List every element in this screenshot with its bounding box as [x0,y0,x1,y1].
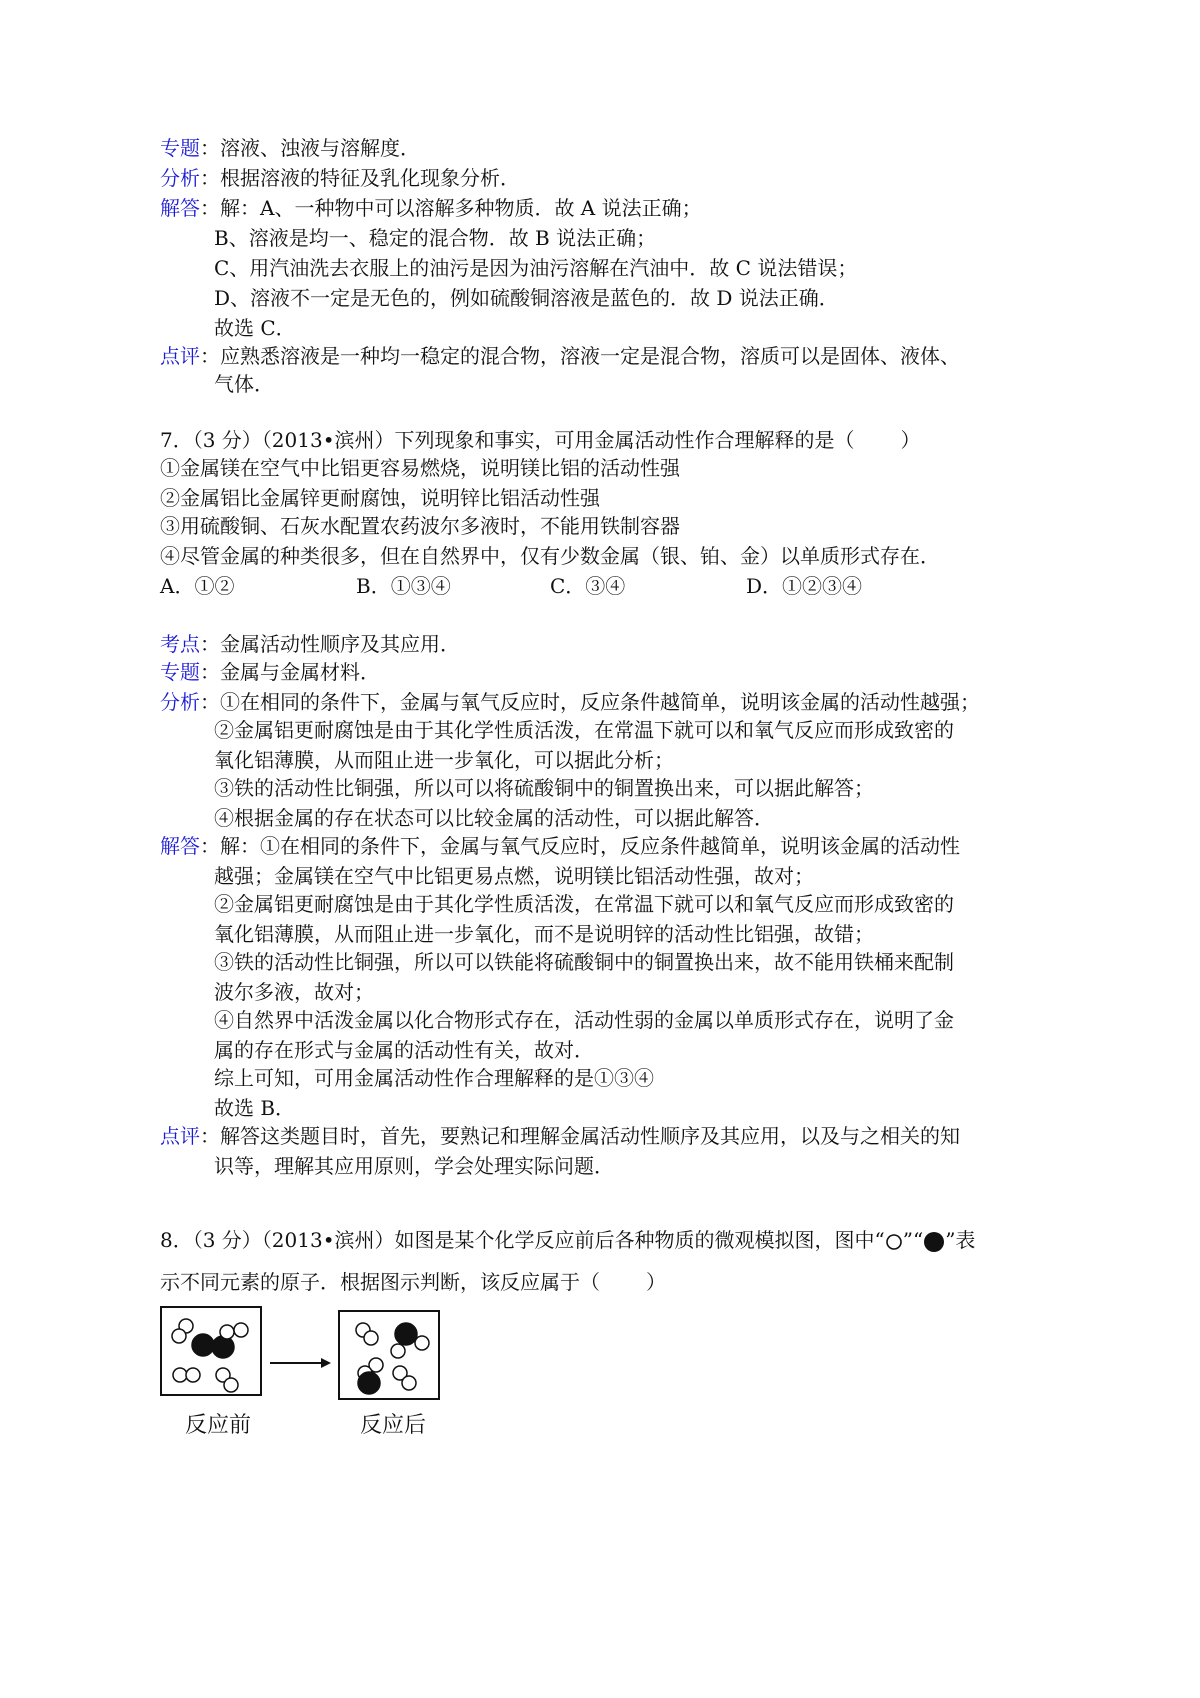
q6-fenxi [160,164,520,192]
label-dianping: 点评 [160,344,200,368]
q7-jieda-line: 属的存在形式与金属的活动性有关，故对． [214,1038,594,1062]
q7-zhuanti-text: ：金属与金属材料． [200,660,380,684]
q7-option-c: C．③④ [550,574,626,598]
q7-fenxi-line: ③铁的活动性比铜强，所以可以将硫酸铜中的铜置换出来，可以据此解答； [214,776,874,800]
q7-jieda-line: ④自然界中活泼金属以化合物形式存在，活动性弱的金属以单质形式存在，说明了金 [214,1008,954,1032]
q7-stem-close: ） [900,428,921,452]
q7-item: ③用硫酸铜、石灰水配置农药波尔多液时，不能用铁制容器 [160,514,680,538]
label-zhuanti: 专题 [160,136,200,160]
label-kaodian: 考点 [160,632,200,656]
q7-option-a: A．①② [160,574,235,598]
q7-kaodian [160,630,460,658]
q7-option-d: D．①②③④ [746,574,863,598]
q6-jieda-line: C、用汽油洗去衣服上的油污是因为油污溶解在汽油中．故 C 说法错误； [214,256,858,280]
q7-fenxi [160,688,980,716]
q7-fenxi-line: 氧化铝薄膜，从而阻止进一步氧化，可以据此分析； [214,748,674,772]
q6-jieda-line: D、溶液不一定是无色的，例如硫酸铜溶液是蓝色的．故 D 说法正确． [214,286,839,310]
q7-jieda-line: 氧化铝薄膜，从而阻止进一步氧化，而不是说明锌的活动性比铝强，故错； [214,922,874,946]
black-atom-icon [923,1231,945,1253]
q6-zhuanti [160,134,420,162]
label-fenxi: 分析 [160,690,200,714]
q7-dianping-line: ：解答这类题目时，首先，要熟记和理解金属活动性顺序及其应用，以及与之相关的知 [200,1124,960,1148]
q6-dianping [160,342,960,370]
q6-jieda-line: 故选 C． [214,316,296,340]
q7-kaodian-text: ：金属活动性顺序及其应用． [200,632,460,656]
q6-dianping-line: 气体． [214,372,274,396]
after-box [339,1311,439,1399]
q7-item: ①金属镁在空气中比铝更容易燃烧，说明镁比铝的活动性强 [160,456,680,480]
q8-stem-line2-close: ） [646,1270,666,1294]
arrow-head-icon [321,1358,331,1368]
label-dianping: 点评 [160,1124,200,1148]
reaction-diagram [155,1305,455,1405]
white-atom-icon [885,1233,903,1251]
q7-item: ②金属铝比金属锌更耐腐蚀，说明锌比铝活动性强 [160,486,600,510]
q7-item: ④尽管金属的种类很多，但在自然界中，仅有少数金属（银、铂、金）以单质形式存在． [160,544,940,568]
q8-stem [160,1226,975,1254]
caption-after: 反应后 [360,1413,427,1438]
q6-dianping-line: ：应熟悉溶液是一种均一稳定的混合物，溶液一定是混合物，溶质可以是固体、液体、 [200,344,960,368]
q7-dianping-line: 识等，理解其应用原则，学会处理实际问题． [214,1154,614,1178]
q8-stem-line2 [160,1268,666,1296]
q8-stem-a: 8．（3 分）（2013•滨州）如图是某个化学反应前后各种物质的微观模拟图，图中“ [160,1228,885,1252]
label-fenxi: 分析 [160,166,200,190]
q7-jieda-line: ③铁的活动性比铜强，所以可以铁能将硫酸铜中的铜置换出来，故不能用铁桶来配制 [214,950,954,974]
label-jieda: 解答 [160,196,200,220]
q6-fenxi-text: ：根据溶液的特征及乳化现象分析． [200,166,520,190]
q7-dianping [160,1122,960,1150]
q7-fenxi-line: ④根据金属的存在状态可以比较金属的活动性，可以据此解答． [214,806,774,830]
q7-jieda-line: ：解：①在相同的条件下，金属与氧气反应时，反应条件越简单，说明该金属的活动性 [200,834,960,858]
q7-stem-text: 7．（3 分）（2013•滨州）下列现象和事实，可用金属活动性作合理解释的是（ [160,428,855,452]
q8-stem-b: ”“ [902,1228,924,1252]
q7-stem [160,426,921,454]
q7-fenxi-line: ②金属铝更耐腐蚀是由于其化学性质活泼，在常温下就可以和氧气反应而形成致密的 [214,718,954,742]
q7-jieda-line: 越强；金属镁在空气中比铝更易点燃，说明镁比铝活动性强，故对； [214,864,814,888]
q7-jieda-line: 故选 B． [214,1096,296,1120]
q8-stem-line2-text: 示不同元素的原子．根据图示判断，该反应属于（ [160,1270,600,1294]
q7-jieda [160,832,960,860]
q6-jieda [160,194,702,222]
q7-jieda-line: ②金属铝更耐腐蚀是由于其化学性质活泼，在常温下就可以和氧气反应而形成致密的 [214,892,954,916]
q8-stem-c: ”表 [945,1228,976,1252]
q7-jieda-line: 综上可知，可用金属活动性作合理解释的是①③④ [214,1066,654,1090]
q6-jieda-line: ：解：A、一种物中可以溶解多种物质．故 A 说法正确； [200,196,702,220]
q7-jieda-line: 波尔多液，故对； [214,980,374,1004]
label-zhuanti: 专题 [160,660,200,684]
q7-zhuanti [160,658,380,686]
caption-before: 反应前 [185,1413,252,1438]
q6-zhuanti-text: ：溶液、浊液与溶解度． [200,136,420,160]
label-jieda: 解答 [160,834,200,858]
q7-option-b: B．①③④ [356,574,451,598]
q7-fenxi-line: ：①在相同的条件下，金属与氧气反应时，反应条件越简单，说明该金属的活动性越强； [200,690,980,714]
q6-jieda-line: B、溶液是均一、稳定的混合物．故 B 说法正确； [214,226,657,250]
